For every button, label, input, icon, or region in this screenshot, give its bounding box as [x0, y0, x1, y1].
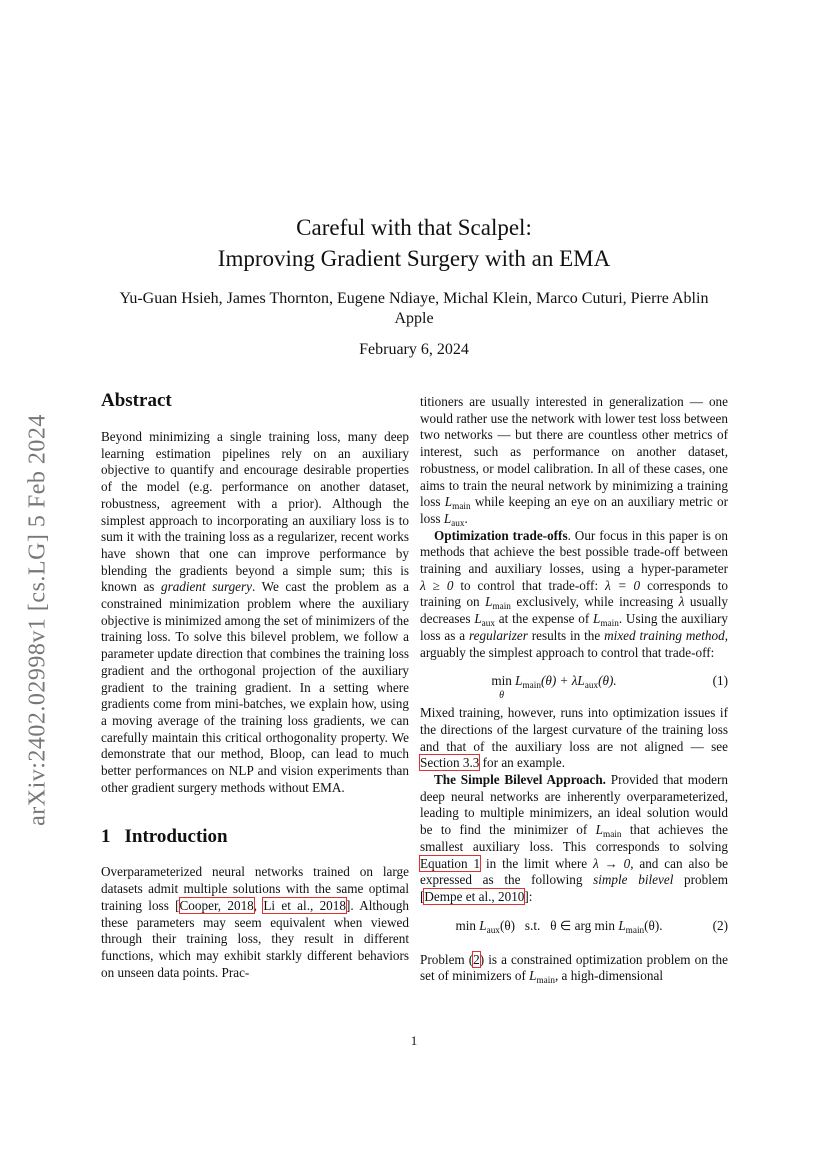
- equation-reference-link[interactable]: 2: [473, 951, 480, 967]
- math-subscript: aux: [451, 517, 465, 528]
- math-symbol: L: [479, 917, 487, 933]
- math-L-main: [444, 494, 471, 512]
- arxiv-identifier: [18, 372, 58, 868]
- text: problem [: [420, 872, 729, 904]
- text: . Our focus in this paper is on methods that achieve the best possible trade-off between training and auxiliary losses, using a hyper-parameter: [420, 527, 728, 577]
- right-paragraph-5: [420, 952, 728, 985]
- right-paragraph-4: [420, 772, 728, 906]
- title-line-1: Careful with that Scalpel:: [296, 215, 532, 240]
- math-subscript: main: [452, 501, 471, 512]
- citation-link[interactable]: Cooper, 2018: [179, 897, 254, 913]
- left-column: [101, 388, 409, 981]
- math-L-main: [593, 611, 619, 629]
- math-inline: λ = 0: [605, 577, 641, 593]
- text: usually decreases: [420, 594, 728, 627]
- abstract-heading: Abstract: [101, 390, 172, 411]
- right-paragraph-2: [420, 528, 728, 662]
- equation-term: (θ).: [598, 673, 617, 689]
- math-symbol: L: [593, 611, 601, 627]
- text: ) is a constrained optimization problem on the set of minimizers of: [420, 951, 728, 984]
- math-subscript: main: [522, 680, 541, 691]
- equation-reference-link[interactable]: Equation 1: [420, 855, 481, 871]
- equation-number: (2): [712, 917, 728, 933]
- equation-term: min: [455, 917, 480, 933]
- math-subscript: aux: [486, 924, 500, 935]
- citation-link[interactable]: Dempe et al., 2010: [424, 888, 525, 904]
- abstract-emphasis: gradient surgery: [160, 579, 253, 595]
- text: corresponds to training on: [420, 577, 728, 610]
- equation-2: [420, 914, 728, 942]
- math-L-main: [485, 594, 511, 612]
- text: exclusively, while increasing: [510, 594, 679, 610]
- section-title: Introduction: [124, 826, 228, 848]
- emphasis: simple bilevel: [593, 872, 674, 888]
- emphasis: mixed training method: [604, 627, 725, 643]
- text: Problem (: [420, 951, 474, 967]
- right-paragraph-1: [420, 394, 728, 528]
- text: to control that trade-off:: [453, 577, 606, 593]
- section-reference-link[interactable]: Section 3.3: [420, 755, 480, 771]
- text: titioners are usually interested in generalization — one would rather use the network with lower test loss between two networks — but there are countless other metrics of interest, such as performance on another dataset, robustness, or model calibration. In all of these cases, one aims to train the neural network by minimizing a training loss: [420, 394, 728, 510]
- text: that achieves the smallest auxiliary loss. This corresponds to solving: [420, 822, 728, 854]
- author-block: [60, 289, 768, 329]
- text: , a high-dimensional: [554, 968, 663, 984]
- text: in the limit where: [480, 855, 593, 871]
- equation-term: (θ).: [644, 917, 663, 933]
- right-column: [420, 394, 728, 985]
- math-inline: λ → 0: [592, 855, 631, 871]
- math-L-aux: [479, 918, 500, 933]
- math-symbol: L: [529, 968, 537, 984]
- introduction-paragraph: [101, 864, 409, 981]
- paper-title: [100, 212, 728, 274]
- math-symbol: L: [485, 594, 493, 610]
- equation-number: (1): [712, 673, 728, 689]
- min-subscript: θ: [499, 690, 505, 702]
- equation-1: [420, 665, 728, 702]
- equation-term: (θ) + λ: [540, 673, 578, 689]
- min-text: min: [491, 673, 512, 689]
- affiliation: Apple: [394, 310, 434, 327]
- text: , arguably the simplest approach to control that trade-off:: [420, 627, 728, 660]
- text: , and can also be expressed as the following: [420, 855, 728, 888]
- math-symbol: L: [577, 673, 585, 689]
- math-L-main: [515, 673, 541, 691]
- abstract-text-part: . We cast the problem as a constrained minimization problem where the auxiliary objective is minimized among the set of minimizers of the training loss. To solve this bilevel problem, we follow a parameter update direction that combines the training loss gradient and the orthogonal projection of the auxiliary gradient to the training gradient. In a setting where gradients come from mini-batches, we explain how, using a moving average of the training loss gradients, we can carefully maintain this critical orthogonality property. We demonstrate that our method, Bloop, can lead to much better performances on NLP and vision experiments than other gradient surgery methods without EMA.: [101, 579, 410, 795]
- text: for an example.: [479, 755, 566, 771]
- math-subscript: main: [625, 924, 645, 935]
- abstract-text: [101, 429, 409, 796]
- equation-term: (θ) s.t. θ ∈ arg min: [499, 917, 619, 933]
- paper-date: February 6, 2024: [359, 341, 469, 358]
- equation-1-body: [420, 673, 688, 702]
- citation-link[interactable]: Li et al., 2018: [263, 897, 346, 913]
- emphasis: regularizer: [468, 627, 528, 643]
- citation-separator: ,: [253, 897, 264, 913]
- text: ]:: [524, 888, 533, 904]
- introduction-heading: [101, 824, 409, 850]
- math-symbol: L: [618, 917, 626, 933]
- arxiv-identifier-text: arXiv:2402.02998v1 [cs.LG] 5 Feb 2024: [24, 414, 51, 826]
- text: .: [464, 510, 468, 526]
- section-number: 1: [101, 826, 111, 848]
- paragraph-heading: The Simple Bilevel Approach.: [434, 772, 606, 788]
- text: Provided that modern deep neural networks are inherently overparameterized, leading to multiple minimizers, an ideal solution would be to find the minimizer of: [420, 772, 728, 838]
- text: at the expense of: [495, 611, 594, 627]
- math-inline: λ ≥ 0: [420, 577, 454, 593]
- math-subscript: main: [600, 618, 619, 629]
- text: while keeping an eye on an auxiliary metric or loss: [420, 494, 728, 526]
- title-line-2: Improving Gradient Surgery with an EMA: [217, 246, 611, 271]
- math-L-aux: [577, 673, 599, 691]
- math-L-main: [595, 822, 622, 840]
- abstract-text-part: Beyond minimizing a single training loss, many deep learning estimation pipelines rely on an auxiliary objective to quantify and encourage desirable properties of the model (e.g. performance on another dataset, robustness, agreement with a prior). Although the simplest approach to incorporating an auxiliary loss is to sum it with the training loss as a regularizer, recent works have shown that one can improve performance by blending the gradients beyond a simple sum; this is known as: [101, 429, 409, 595]
- right-paragraph-3: [420, 705, 728, 772]
- intro-text-part: Overparameterized neural networks trained on large datasets admit multiple solutions with the same optimal training loss [: [101, 864, 409, 913]
- intro-text-part: ]. Although these parameters may seem equivalent when viewed through their training loss, they result in different functions, which may exhibit starkly different behaviors on unseen data points. Prac-: [101, 897, 410, 980]
- math-symbol: L: [474, 611, 482, 627]
- math-inline: λ: [678, 594, 685, 610]
- paragraph-heading: Optimization trade-offs: [434, 527, 568, 543]
- text: . Using the auxiliary loss as a: [420, 611, 728, 643]
- math-symbol: L: [444, 494, 453, 510]
- math-subscript: main: [492, 601, 511, 612]
- text: results in the: [527, 627, 605, 643]
- math-symbol: L: [443, 510, 452, 526]
- min-operator: [491, 673, 512, 702]
- math-subscript: aux: [584, 680, 599, 691]
- math-L-main: [529, 968, 555, 986]
- text: Mixed training, however, runs into optimization issues if the directions of the largest curvature of the training loss and that of the auxiliary loss are not aligned — see: [420, 705, 728, 754]
- math-L-aux: [444, 511, 465, 526]
- math-symbol: L: [515, 673, 523, 689]
- math-L-main: [618, 918, 644, 933]
- math-subscript: aux: [481, 618, 495, 629]
- equation-2-body: [420, 918, 698, 935]
- author-list: Yu-Guan Hsieh, James Thornton, Eugene Ndiaye, Michal Klein, Marco Cuturi, Pierre Ablin: [119, 290, 709, 307]
- math-symbol: L: [595, 822, 604, 838]
- math-subscript: main: [603, 829, 622, 840]
- page-number: 1: [410, 1033, 418, 1048]
- math-L-aux: [474, 611, 495, 629]
- math-subscript: main: [536, 975, 555, 986]
